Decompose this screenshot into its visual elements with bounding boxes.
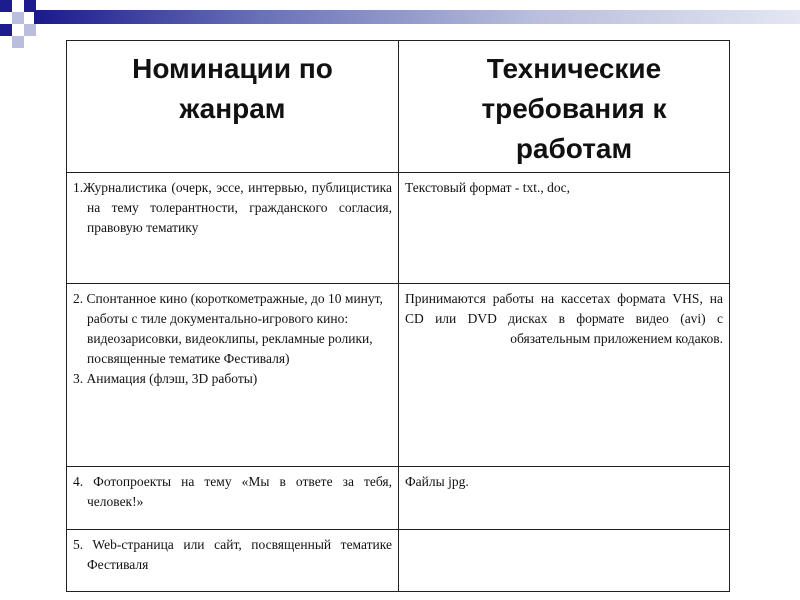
requirement-text: Файлы jpg. [405,474,469,489]
nomination-cell [67,173,399,284]
nomination-cell [67,284,399,467]
nominations-table [66,40,730,592]
nomination-text: 1.Журналистика (очерк, эссе, интервью, публицистика на тему толерантности, гражданского согласия, правовую тематику [73,180,392,235]
requirement-cell [399,467,730,530]
decor-square [12,36,24,48]
requirement-cell [399,530,730,592]
nomination-cell [67,530,399,592]
requirement-cell [399,173,730,284]
decor-square [0,24,12,36]
table-row [67,284,730,467]
requirement-text: Текстовый формат - txt., doc, [405,180,570,195]
decor-gradient-bar [34,10,800,24]
nomination-text: 2. Спонтанное кино (короткометражные, до 10 минут, работы с тиле документально-игрового кино: видеозарисовки, видеоклипы, рекламные ролики, посвященные тематике Фестиваля) [73,291,383,366]
header-requirements: Технические требования к работам [399,41,730,173]
nomination-cell [67,467,399,530]
decor-square [24,24,36,36]
table-row [67,467,730,530]
requirement-text: Принимаются работы на кассетах формата VHS, на CD или DVD дисках в формате видео (avi) с обязательным приложением кодаков. [405,291,723,346]
nomination-text: 3. Анимация (флэш, 3D работы) [73,371,258,386]
decor-square [0,0,12,12]
table-header-row [67,41,730,173]
table-row [67,173,730,284]
requirement-cell [399,284,730,467]
table-row [67,530,730,592]
header-nominations: Номинации по жанрам [67,41,399,173]
decor-square [12,12,24,24]
nomination-text: 4. Фотопроекты на тему «Мы в ответе за тебя, человек!» [73,474,392,509]
nomination-text: 5. Web-страница или сайт, посвященный тематике Фестиваля [73,537,392,572]
